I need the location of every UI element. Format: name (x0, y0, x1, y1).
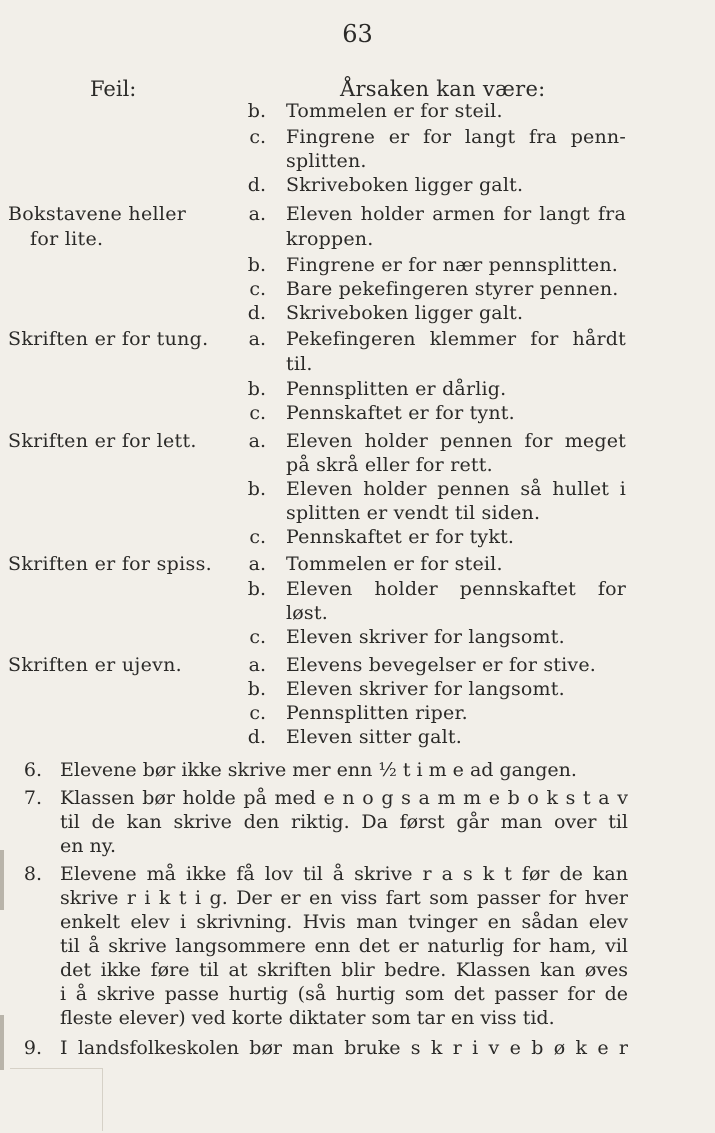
table-row (0, 501, 715, 525)
paragraph-line: enkelt elev i skrivning. Hvis man tvinger en sådan elev (60, 911, 628, 933)
paragraph-number: 6. (23, 759, 42, 781)
cause-letter: d. (247, 726, 266, 748)
paragraph-line: til de kan skrive den riktig. Da først går man over til (60, 811, 628, 833)
cause-text: Elevens bevegelser er for stive. (286, 654, 597, 676)
table-row (0, 653, 715, 677)
cause-letter: d. (247, 174, 266, 196)
table-row (0, 453, 715, 477)
cause-letter: a. (248, 553, 266, 575)
cause-text: Fingrene er for langt fra penn- (286, 126, 626, 148)
cause-letter: c. (249, 526, 266, 548)
cause-text: løst. (286, 602, 328, 624)
table-row (0, 401, 715, 425)
feil-cell: Skriften er ujevn. (8, 654, 183, 676)
cause-text: Bare pekefingeren styrer pennen. (286, 278, 619, 300)
cause-letter: a. (248, 430, 266, 452)
cause-text: Tommelen er for steil. (286, 553, 503, 575)
table-row (0, 99, 715, 123)
table-row (0, 277, 715, 301)
cause-letter: d. (247, 302, 266, 324)
cause-letter: c. (249, 126, 266, 148)
paragraph-number: 8. (23, 863, 42, 885)
table-row (0, 552, 715, 576)
cause-letter: a. (248, 328, 266, 350)
cause-text: Eleven skriver for langsomt. (286, 678, 565, 700)
column-header-feil: Feil: (90, 77, 137, 101)
cause-text: splitten. (286, 150, 367, 172)
paragraph-line: Klassen bør holde på med e n o g s a m m e b o k s t a v (60, 787, 628, 809)
cause-letter: c. (249, 702, 266, 724)
cause-letter: a. (248, 203, 266, 225)
cause-text: Eleven sitter galt. (286, 726, 462, 748)
paragraph-line: en ny. (60, 835, 117, 857)
table-row (0, 301, 715, 325)
paragraph-line: Elevene må ikke få lov til å skrive r a s k t før de kan (60, 863, 628, 885)
paragraph-line: det ikke føre til at skriften blir bedre. Klassen kan øves (60, 959, 628, 981)
cause-letter: c. (249, 278, 266, 300)
cause-text: Eleven holder armen for langt fra (286, 203, 626, 225)
cause-letter: b. (247, 678, 266, 700)
cause-letter: c. (249, 626, 266, 648)
page-number: 63 (342, 20, 373, 48)
cause-letter: b. (247, 378, 266, 400)
table-row (0, 125, 715, 149)
paragraph-number: 9. (23, 1037, 42, 1059)
cause-letter: b. (247, 100, 266, 122)
feil-cell: Skriften er for lett. (8, 430, 197, 452)
table-row (0, 173, 715, 197)
cause-letter: c. (249, 402, 266, 424)
feil-cell: Skriften er for spiss. (8, 553, 212, 575)
page-edge-mark (0, 1015, 4, 1070)
table-row (0, 253, 715, 277)
cause-text: Eleven holder pennskaftet for (286, 578, 626, 600)
cause-text: Pekefingeren klemmer for hårdt (286, 328, 626, 350)
table-row (0, 577, 715, 601)
paragraph-line: til å skrive langsommere enn det er naturlig for ham, vil (60, 935, 628, 957)
paragraph-line: I landsfolkeskolen bør man bruke s k r i v e b ø k e r (60, 1037, 628, 1059)
table-row (0, 625, 715, 649)
cause-text: Eleven skriver for langsomt. (286, 626, 565, 648)
cause-letter: b. (247, 254, 266, 276)
table-row (0, 377, 715, 401)
cause-text: Skriveboken ligger galt. (286, 174, 524, 196)
cause-text: på skrå eller for rett. (286, 454, 493, 476)
cause-text: Fingrene er for nær pennsplitten. (286, 254, 619, 276)
cause-text: Tommelen er for steil. (286, 100, 503, 122)
page-edge-mark (0, 850, 4, 910)
cause-text: Pennskaftet er for tykt. (286, 526, 515, 548)
cause-text: Eleven holder pennen så hullet i (286, 478, 626, 500)
feil-cell: for lite. (30, 228, 104, 250)
cause-letter: b. (247, 478, 266, 500)
paragraph-number: 7. (23, 787, 42, 809)
cause-text: Eleven holder pennen for meget (286, 430, 626, 452)
feil-cell: Bokstavene heller (8, 203, 187, 225)
table-row (0, 601, 715, 625)
table-row (0, 149, 715, 173)
cause-text: Pennsplitten er dårlig. (286, 378, 507, 400)
table-row (0, 202, 715, 226)
cause-text: til. (286, 353, 313, 375)
cause-text: Pennskaftet er for tynt. (286, 402, 515, 424)
table-row (0, 725, 715, 749)
paragraph-line: fleste elever) ved korte diktater som tar en viss tid. (60, 1007, 555, 1029)
table-row (0, 701, 715, 725)
table-row (0, 327, 715, 351)
table-row (0, 477, 715, 501)
page-stain (10, 1068, 103, 1131)
paragraph-line: skrive r i k t i g. Der er en viss fart som passer for hver (60, 887, 628, 909)
feil-cell: Skriften er for tung. (8, 328, 209, 350)
table-row (0, 227, 715, 251)
paragraph-line: i å skrive passe hurtig (så hurtig som det passer for de (60, 983, 628, 1005)
cause-text: kroppen. (286, 228, 374, 250)
cause-text: splitten er vendt til siden. (286, 502, 541, 524)
table-row (0, 525, 715, 549)
column-header-arsak: Årsaken kan være: (340, 77, 546, 101)
cause-text: Pennsplitten riper. (286, 702, 468, 724)
table-row (0, 352, 715, 376)
table-row (0, 429, 715, 453)
table-row (0, 677, 715, 701)
cause-letter: a. (248, 654, 266, 676)
cause-letter: b. (247, 578, 266, 600)
paragraph-line: Elevene bør ikke skrive mer enn ½ t i m e ad gangen. (60, 759, 577, 781)
cause-text: Skriveboken ligger galt. (286, 302, 524, 324)
